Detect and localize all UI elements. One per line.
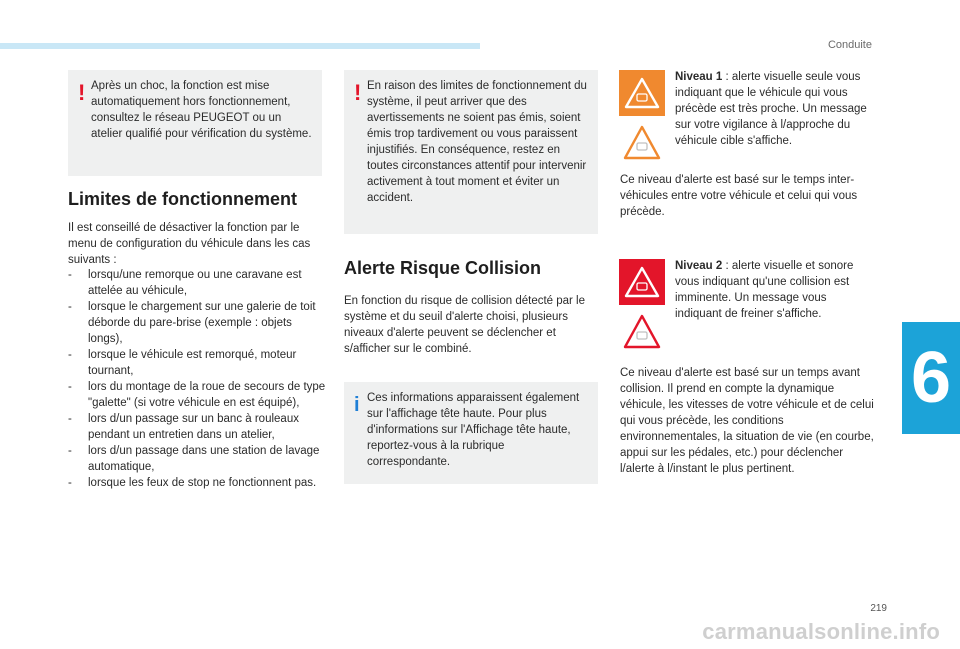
warning-text: Après un choc, la fonction est mise automatiquement hors fonctionnement, consultez le réseau PEUGEOT ou un atelier qualifié pour vérification du système.	[91, 80, 312, 140]
list-item: - lorsque les feux de stop ne fonctionnent pas.	[68, 477, 317, 489]
list-item: - lors du montage de la roue de secours de type "galette" (si votre véhicule en est équipé),	[68, 381, 326, 409]
level1-description: Niveau 1 : alerte visuelle seule vous indiquant que le véhicule qui vous précède est très proche. Un message sur votre vigilance à l/approche du véhicule cible s'affiche.	[675, 71, 867, 147]
list-item: - lorsque le chargement sur une galerie de toit déborde du pare-brise (exemple : objets longs),	[68, 301, 316, 345]
info-icon: i	[354, 394, 360, 416]
level2-paragraph: Ce niveau d'alerte est basé sur un temps avant collision. Il prend en compte la dynamique véhicule, les vitesses de votre véhicule et de celui qui vous précède, les conditions environnementales, la situation de vie (en courbe, appui sur les pédales, etc.) pour déclencher l/alerte à l/instant le plus pertinent.	[620, 367, 874, 475]
alerte-paragraph: En fonction du risque de collision détecté par le système et du seuil d'alerte choisi, plusieurs niveaux d'alerte peuvent se déclencher et s/afficher sur le combiné.	[344, 295, 586, 355]
warning-icon: !	[354, 80, 362, 105]
info-text: Ces informations apparaissent également sur l'affichage tête haute. Pour plus d'informations sur l'Affichage tête haute, reportez-vous à la rubrique correspondante.	[367, 392, 580, 468]
warning-box-after-impact	[68, 70, 322, 176]
list-item: - lorsque le véhicule est remorqué, moteur tournant,	[68, 349, 297, 377]
list-item: - lors d/un passage dans une station de lavage automatique,	[68, 445, 320, 473]
watermark: carmanualsonline.info	[702, 619, 940, 644]
heading-alerte-risque-collision: Alerte Risque Collision	[344, 258, 542, 278]
level2-description: Niveau 2 : alerte visuelle et sonore vous indiquant qu'une collision est imminente. Un message vous indiquant de freiner s'affiche.	[675, 260, 854, 320]
page-number: 219	[870, 603, 887, 614]
chapter-number: 6	[910, 338, 952, 418]
level2-alert-icon-filled	[619, 259, 665, 305]
list-item: - lorsqu/une remorque ou une caravane est attelée au véhicule,	[68, 269, 302, 297]
list-item: - lors d/un passage sur un banc à rouleaux pendant un entretien dans un atelier,	[68, 413, 299, 441]
section-title: Conduite	[827, 39, 872, 51]
header-bar	[0, 43, 480, 49]
limites-list	[68, 267, 328, 491]
info-box-head-up	[344, 382, 598, 484]
level2-alert-icon-outline	[619, 312, 665, 358]
level1-paragraph: Ce niveau d'alerte est basé sur le temps inter-véhicules entre votre véhicule et celui qui vous précède.	[620, 174, 858, 218]
chapter-tab	[902, 322, 960, 434]
level1-alert-icon-filled	[619, 70, 665, 116]
warning-text: En raison des limites de fonctionnement du système, il peut arriver que des avertissements ne soient pas émis, soient émis trop tardivement ou vous paraissent injustifiés. En conséquence, restez en toutes circonstances attentif pour intervenir activement à tout moment et éviter un accident.	[367, 80, 587, 204]
heading-limites: Limites de fonctionnement	[68, 189, 298, 209]
level1-alert-icon-outline	[619, 123, 665, 169]
limites-intro: Il est conseillé de désactiver la fonction par le menu de configuration du véhicule dans les cas suivants :	[68, 222, 311, 266]
warning-icon: !	[78, 80, 86, 105]
warning-box-limits	[344, 70, 598, 234]
